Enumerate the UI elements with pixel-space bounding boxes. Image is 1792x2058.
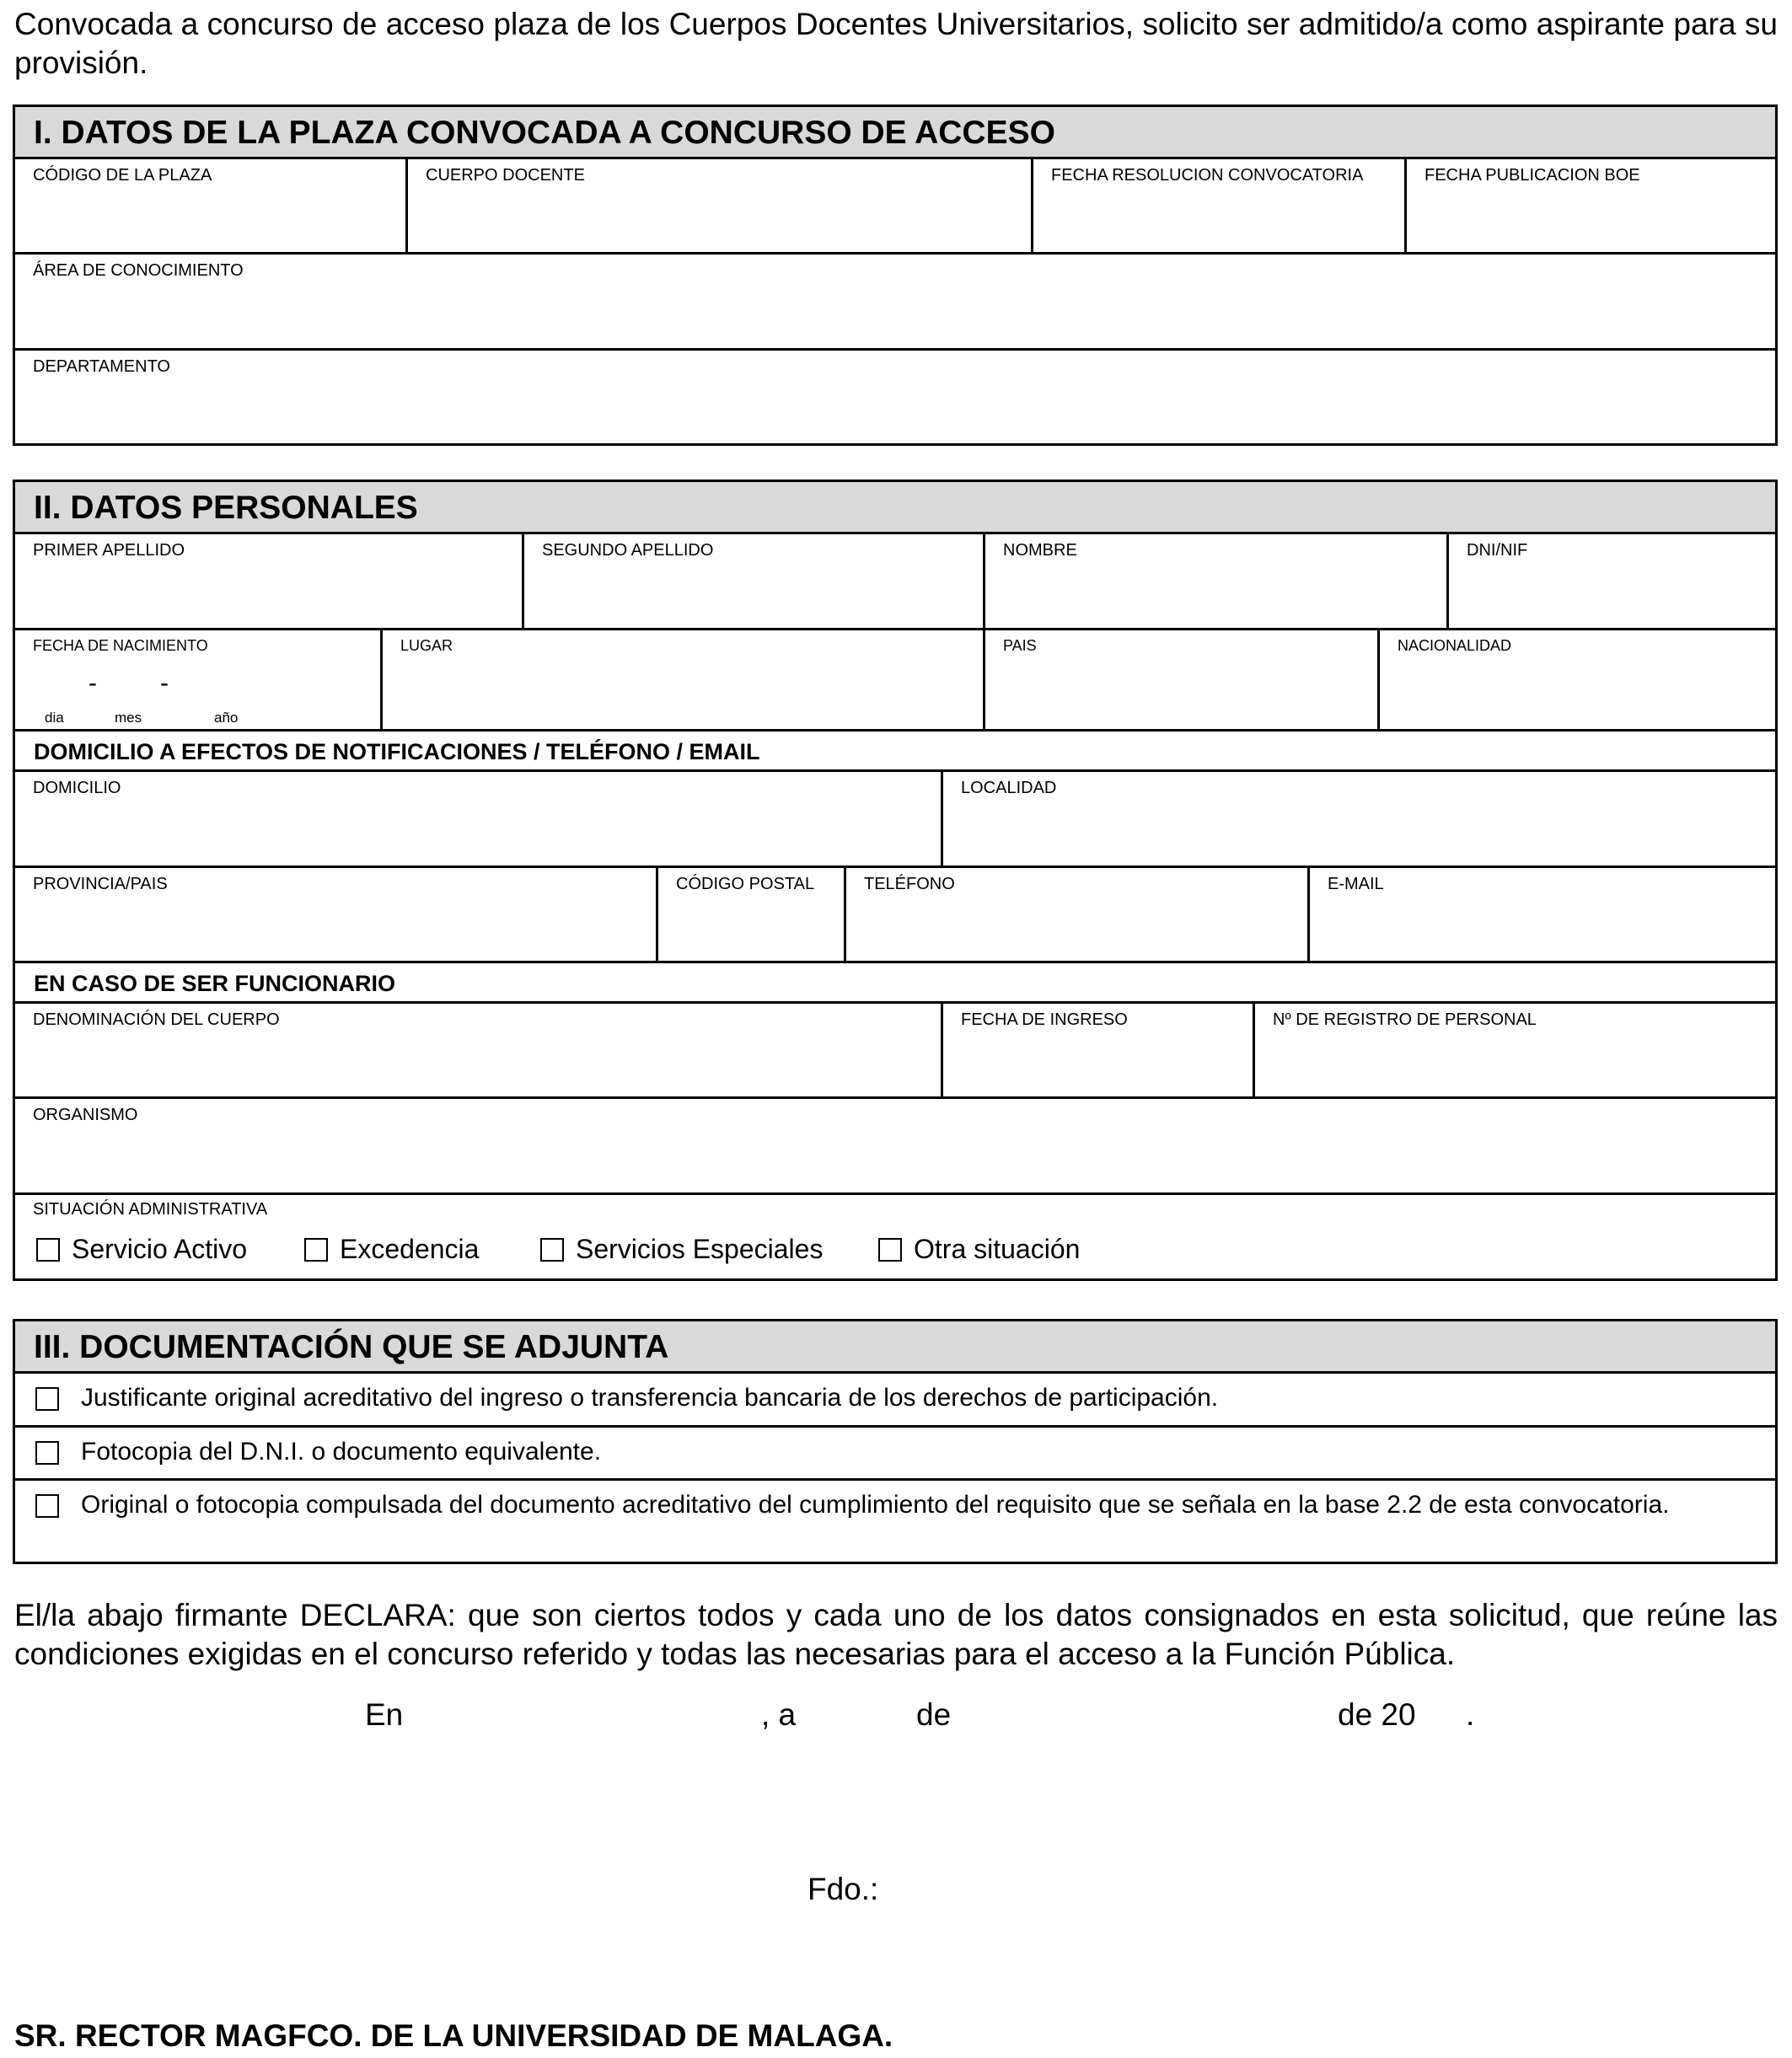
area-conocimiento-field[interactable] bbox=[15, 255, 1775, 348]
option-servicios-especiales-wrap bbox=[540, 1234, 823, 1266]
registro-personal-field[interactable] bbox=[1255, 1004, 1775, 1096]
fecha-boe-label: FECHA PUBLICACION BOE bbox=[1424, 166, 1640, 185]
fecha-a: , a bbox=[761, 1697, 797, 1732]
fecha-nacimiento-label: FECHA DE NACIMIENTO bbox=[33, 637, 208, 654]
telefono-field[interactable] bbox=[846, 868, 1310, 961]
doc-item-justificante[interactable] bbox=[15, 1374, 1775, 1428]
anio-label: año bbox=[214, 710, 239, 726]
provincia-field[interactable] bbox=[15, 868, 658, 961]
section-personales bbox=[13, 480, 1778, 1281]
situacion-options bbox=[36, 1234, 247, 1266]
firma-label: Fdo.: bbox=[807, 1872, 879, 1906]
localidad-field[interactable] bbox=[943, 772, 1775, 866]
option-servicio-activo[interactable]: Servicio Activo bbox=[36, 1234, 247, 1265]
nacionalidad-label: NACIONALIDAD bbox=[1398, 637, 1512, 654]
justificante-text: Justificante original acreditativo del ingreso o transferencia bancaria de los derechos de participación. bbox=[81, 1384, 1219, 1412]
segundo-apellido-field[interactable] bbox=[524, 534, 985, 628]
fecha-resolucion-field[interactable] bbox=[1033, 159, 1407, 252]
lugar-field[interactable] bbox=[383, 630, 985, 729]
organismo-label: ORGANISMO bbox=[33, 1106, 138, 1124]
fecha-separator-2: - bbox=[160, 669, 169, 697]
fecha-punto: . bbox=[1466, 1697, 1475, 1732]
option-excedencia-wrap bbox=[304, 1234, 479, 1266]
option-excedencia[interactable]: Excedencia bbox=[304, 1234, 479, 1265]
option-servicios-especiales[interactable]: Servicios Especiales bbox=[540, 1234, 823, 1265]
fecha-boe-field[interactable] bbox=[1407, 159, 1775, 252]
domicilio-label: DOMICILIO bbox=[33, 779, 121, 797]
dni-checkbox[interactable] bbox=[35, 1441, 59, 1465]
registro-personal-label: Nº DE REGISTRO DE PERSONAL bbox=[1273, 1010, 1537, 1029]
departamento-field[interactable] bbox=[15, 351, 1775, 443]
segundo-apellido-label: SEGUNDO APELLIDO bbox=[542, 541, 714, 560]
email-label: E-MAIL bbox=[1328, 875, 1384, 893]
codigo-postal-label: CÓDIGO POSTAL bbox=[676, 875, 815, 893]
primer-apellido-field[interactable] bbox=[15, 534, 524, 628]
funcionario-heading: EN CASO DE SER FUNCIONARIO bbox=[15, 963, 1775, 1004]
option-otra-situacion[interactable]: Otra situación bbox=[878, 1234, 1080, 1265]
dni-text: Fotocopia del D.N.I. o documento equivalente. bbox=[81, 1438, 602, 1466]
denominacion-label: DENOMINACIÓN DEL CUERPO bbox=[33, 1010, 280, 1029]
organismo-field[interactable] bbox=[15, 1099, 1775, 1192]
cuerpo-docente-label: CUERPO DOCENTE bbox=[426, 166, 585, 185]
cuerpo-docente-field[interactable] bbox=[408, 159, 1033, 252]
nacionalidad-field[interactable] bbox=[1380, 630, 1775, 729]
dni-field[interactable] bbox=[1449, 534, 1775, 628]
intro-text: Convocada a concurso de acceso plaza de los Cuerpos Docentes Universitarios, solicito ser admitido/a como aspirante para su provisión. bbox=[14, 7, 1778, 80]
area-conocimiento-label: ÁREA DE CONOCIMIENTO bbox=[33, 261, 244, 280]
servicios-especiales-checkbox[interactable] bbox=[540, 1238, 564, 1262]
servicio-activo-checkbox[interactable] bbox=[36, 1238, 60, 1262]
fecha-en: En bbox=[365, 1697, 404, 1732]
justificante-checkbox[interactable] bbox=[35, 1387, 59, 1411]
section-documentacion-title: III. DOCUMENTACIÓN QUE SE ADJUNTA bbox=[15, 1321, 1775, 1374]
dni-label: DNI/NIF bbox=[1467, 541, 1528, 560]
primer-apellido-label: PRIMER APELLIDO bbox=[33, 541, 185, 560]
excedencia-checkbox[interactable] bbox=[304, 1238, 328, 1262]
fecha-de: de bbox=[916, 1697, 952, 1732]
dia-label: dia bbox=[45, 710, 64, 726]
email-field[interactable] bbox=[1310, 868, 1775, 961]
departamento-label: DEPARTAMENTO bbox=[33, 357, 170, 376]
mes-label: mes bbox=[115, 710, 142, 726]
fecha-ingreso-label: FECHA DE INGRESO bbox=[961, 1010, 1128, 1029]
section-documentacion bbox=[13, 1319, 1778, 1564]
fecha-ingreso-field[interactable] bbox=[943, 1004, 1255, 1096]
declaracion-text: El/la abajo firmante DECLARA: que son ciertos todos y cada uno de los datos consignados en esta solicitud, que reúne las condiciones exigidas en el concurso referido y todas las necesarias para el acceso a la Función Pública. bbox=[14, 1598, 1778, 1671]
doc-item-requisito[interactable] bbox=[15, 1481, 1775, 1562]
otra-situacion-checkbox[interactable] bbox=[878, 1238, 902, 1262]
codigo-plaza-label: CÓDIGO DE LA PLAZA bbox=[33, 166, 212, 185]
codigo-plaza-field[interactable] bbox=[15, 159, 408, 252]
nombre-field[interactable] bbox=[985, 534, 1449, 628]
section-plaza bbox=[13, 105, 1778, 446]
doc-item-dni[interactable] bbox=[15, 1428, 1775, 1481]
pais-label: PAIS bbox=[1003, 637, 1037, 654]
fecha-nacimiento-field[interactable] bbox=[15, 630, 383, 729]
lugar-label: LUGAR bbox=[400, 637, 453, 654]
fecha-resolucion-label: FECHA RESOLUCION CONVOCATORIA bbox=[1051, 166, 1364, 185]
section-personales-title: II. DATOS PERSONALES bbox=[15, 482, 1775, 534]
section-plaza-title: I. DATOS DE LA PLAZA CONVOCADA A CONCURSO DE ACCESO bbox=[15, 107, 1775, 159]
requisito-text: Original o fotocopia compulsada del documento acreditativo del cumplimiento del requisito que se señala en la base 2.2 de esta convocatoria. bbox=[81, 1491, 1670, 1519]
telefono-label: TELÉFONO bbox=[864, 875, 955, 893]
localidad-label: LOCALIDAD bbox=[961, 779, 1057, 797]
domicilio-heading: DOMICILIO A EFECTOS DE NOTIFICACIONES / TELÉFONO / EMAIL bbox=[15, 732, 1775, 772]
domicilio-field[interactable] bbox=[15, 772, 943, 866]
situacion-label: SITUACIÓN ADMINISTRATIVA bbox=[33, 1200, 268, 1219]
option-otra-situacion-wrap bbox=[878, 1234, 1080, 1266]
provincia-label: PROVINCIA/PAIS bbox=[33, 875, 168, 893]
denominacion-field[interactable] bbox=[15, 1004, 943, 1096]
destinatario: SR. RECTOR MAGFCO. DE LA UNIVERSIDAD DE MALAGA. bbox=[14, 2018, 893, 2053]
nombre-label: NOMBRE bbox=[1003, 541, 1077, 560]
codigo-postal-field[interactable] bbox=[658, 868, 846, 961]
fecha-separator-1: - bbox=[89, 669, 97, 697]
fecha-de-20: de 20 bbox=[1338, 1697, 1416, 1732]
pais-field[interactable] bbox=[985, 630, 1380, 729]
requisito-checkbox[interactable] bbox=[35, 1494, 59, 1518]
